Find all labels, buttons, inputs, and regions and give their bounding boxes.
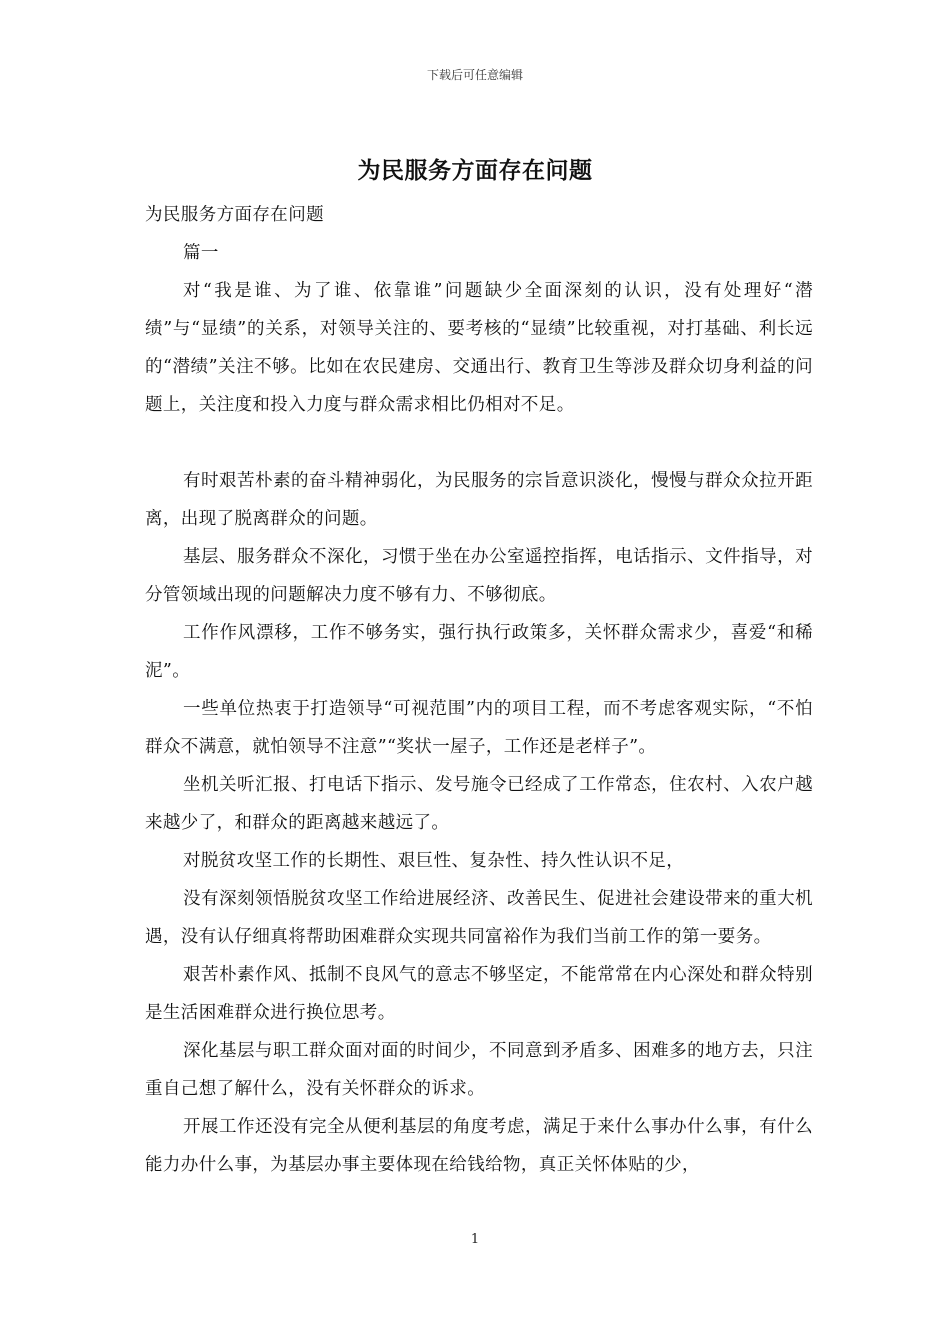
paragraph: 没有深刻领悟脱贫攻坚工作给进展经济、改善民生、促进社会建设带来的重大机遇，没有认仔细真将帮助困难群众实现共同富裕作为我们当前工作的第一要务。 [145, 889, 813, 947]
paragraph: 坐机关听汇报、打电话下指示、发号施令已经成了工作常态，住农村、入农户越来越少了，和群众的距离越来越远了。 [145, 775, 813, 833]
paragraph: 工作作风漂移，工作不够务实，强行执行政策多，关怀群众需求少，喜爱“和稀泥”。 [145, 623, 813, 681]
subtitle: 为民服务方面存在问题 [145, 205, 324, 225]
page-number: 1 [470, 1232, 480, 1247]
document-title: 为民服务方面存在问题 [357, 157, 593, 184]
paragraph: 深化基层与职工群众面对面的时间少，不同意到矛盾多、困难多的地方去，只注重自己想了解什么，没有关怀群众的诉求。 [145, 1041, 813, 1099]
paragraph: 对脱贫攻坚工作的长期性、艰巨性、复杂性、持久性认识不足， [183, 851, 685, 871]
page-header: 下载后可任意编辑 [426, 68, 523, 82]
paragraph: 开展工作还没有完全从便利基层的角度考虑，满足于来什么事办什么事，有什么能力办什么事，为基层办事主要体现在给钱给物，真正关怀体贴的少， [145, 1117, 813, 1175]
paragraph: 一些单位热衷于打造领导“可视范围”内的项目工程，而不考虑客观实际，“不怕群众不满意，就怕领导不注意”“奖状一屋子，工作还是老样子”。 [145, 699, 813, 757]
paragraph: 基层、服务群众不深化，习惯于坐在办公室遥控指挥，电话指示、文件指导，对分管领域出现的问题解决力度不够有力、不够彻底。 [145, 547, 813, 605]
document-body [145, 196, 813, 1184]
paragraph: 对“我是谁、为了谁、依靠谁”问题缺少全面深刻的认识，没有处理好“潜绩”与“显绩”的关系，对领导关注的、要考核的“显绩”比较重视，对打基础、利长远的“潜绩”关注不够。比如在农民建房、交通出行、教育卫生等涉及群众切身利益的问题上，关注度和投入力度与群众需求相比仍相对不足。 [145, 281, 813, 415]
paragraph: 艰苦朴素作风、抵制不良风气的意志不够坚定，不能常常在内心深处和群众特别是生活困难群众进行换位思考。 [145, 965, 813, 1023]
paragraph: 有时艰苦朴素的奋斗精神弱化，为民服务的宗旨意识淡化，慢慢与群众众拉开距离，出现了脱离群众的问题。 [145, 471, 813, 529]
section-label: 篇一 [183, 243, 219, 263]
